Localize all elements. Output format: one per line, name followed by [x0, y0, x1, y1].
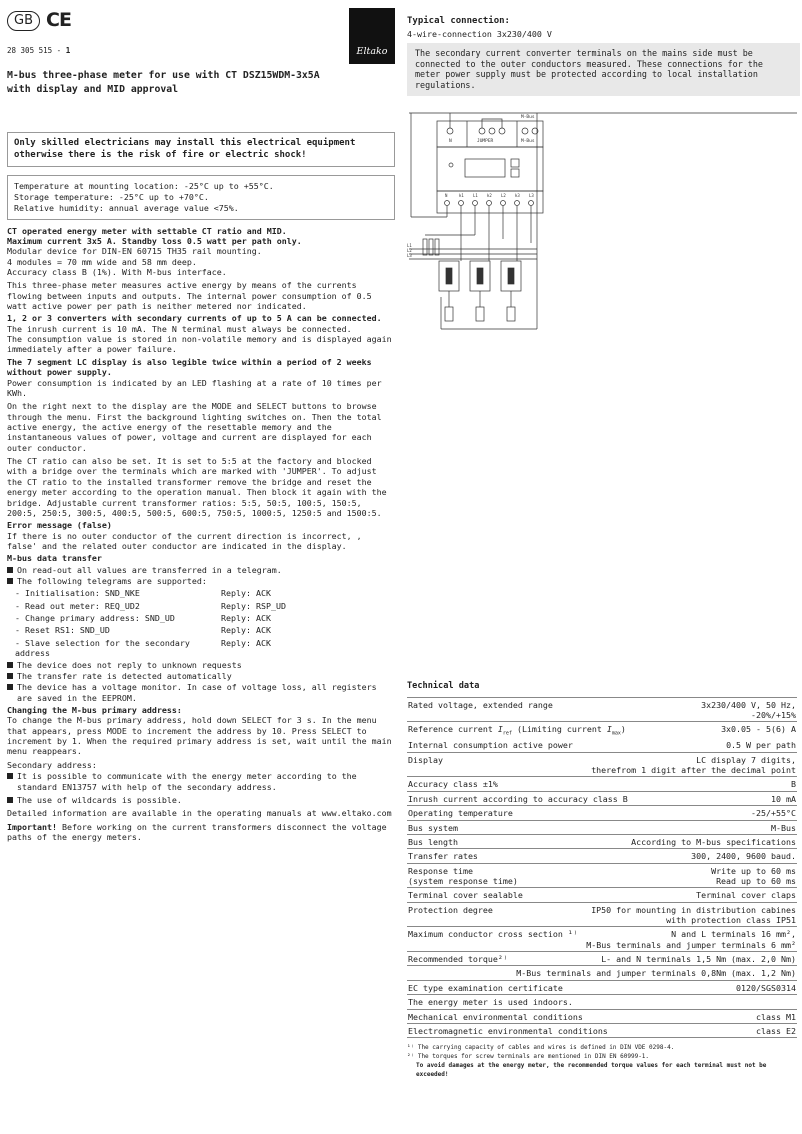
- telegram-row: - Read out meter: REQ_UD2 Reply: RSP_UD: [15, 600, 286, 611]
- telegram-row: - Change primary address: SND_UD Reply: ACK: [15, 613, 271, 624]
- table-row: [407, 792, 797, 806]
- bullet-icon: [7, 567, 13, 573]
- table-value-line: Read up to 60 ms: [716, 875, 796, 886]
- list-item: The transfer rate is detected automatically: [7, 671, 395, 681]
- table-row: [407, 697, 797, 723]
- terminal-n: [447, 128, 453, 134]
- bullet-icon: [7, 578, 13, 584]
- footnote-1: ¹⁾ The carrying capacity of cables and wires is defined in DIN VDE 0298-4.: [407, 1044, 675, 1052]
- table-cell-value: [601, 954, 796, 964]
- table-cell-label: Response time (system response time): [408, 865, 518, 886]
- bullet-icon: [7, 797, 13, 803]
- table-cell-label: Inrush current according to accuracy class B: [408, 793, 628, 804]
- table-cell-label: Recommended torque²⁾: [408, 954, 508, 965]
- list-item: The use of wildcards is possible.: [7, 795, 395, 805]
- label-n: N: [449, 139, 452, 145]
- table-cell-label: Terminal cover sealable: [408, 890, 523, 901]
- table-value-line: 10 mA: [771, 793, 796, 804]
- table-cell-value: [516, 968, 796, 978]
- technical-data: [407, 681, 797, 1079]
- table-value-line: class M1: [756, 1011, 796, 1022]
- table-cell-value: [591, 755, 796, 776]
- table-cell-value: [631, 837, 796, 847]
- technical-data-table: [407, 697, 797, 1039]
- table-cell-label: Bus length: [408, 836, 458, 847]
- load-1: [445, 307, 453, 321]
- ce-mark-icon: CE: [46, 9, 71, 32]
- table-row: [407, 864, 797, 889]
- table-cell-value: [756, 1026, 796, 1036]
- table-row: [407, 806, 797, 820]
- table-value-line: LC display 7 digits,: [696, 754, 796, 765]
- ct-core-1: [446, 268, 452, 284]
- table-value-line: N and L terminals 16 mm²,: [671, 929, 796, 940]
- terminal-label: N: [445, 193, 448, 199]
- table-value-line: -20%/+15%: [751, 710, 796, 721]
- table-cell-label: [408, 968, 414, 978]
- paragraph-detailed-info: Detailed information are available in the operating manuals at www.eltako.com: [7, 808, 392, 819]
- table-cell-label: Display: [408, 754, 443, 765]
- label-mbus: M-Bus: [521, 139, 535, 145]
- table-row: [407, 1010, 797, 1024]
- table-cell-value: [756, 1012, 796, 1022]
- ct-core-3: [508, 268, 514, 284]
- fuse: [429, 239, 433, 255]
- table-row: [407, 753, 797, 778]
- list-item: The following telegrams are supported:: [7, 576, 395, 586]
- led-indicator: [449, 163, 453, 167]
- table-cell-value: [771, 823, 796, 833]
- footnote-2: ²⁾ The torques for screw terminals are mentioned in DIN EN 60999-1.: [407, 1053, 650, 1061]
- terminal-label: k1: [459, 193, 464, 199]
- table-row: [407, 927, 797, 952]
- mode-button: [511, 159, 519, 167]
- paragraph-inrush: The inrush current is 10 mA. The N terminal must always be connected.: [7, 323, 352, 334]
- table-cell-value: [696, 890, 796, 900]
- label-l2: L2: [407, 248, 412, 254]
- heading-primary-address: Changing the M-bus primary address:: [7, 704, 182, 715]
- telegram-row: - Initialisation: SND_NKE Reply: ACK: [15, 588, 271, 599]
- table-cell-value: [771, 794, 796, 804]
- table-value-line: L- and N terminals 1,5 Nm (max. 2,0 Nm): [601, 954, 796, 965]
- table-cell-label: Maximum conductor cross section ¹⁾: [408, 929, 578, 940]
- meter-body: [437, 147, 543, 191]
- list-item: On read-out all values are transferred in a telegram.: [7, 565, 395, 575]
- table-row: [407, 966, 797, 980]
- table-row: [407, 821, 797, 835]
- table-cell-label: The energy meter is used indoors.: [408, 997, 573, 1008]
- table-cell-label: Protection degree: [408, 904, 493, 915]
- page-title: M-bus three-phase meter for use with CT DSZ15WDM-3x5A with display and MID approval: [7, 70, 320, 95]
- table-row: [407, 849, 797, 863]
- heading-mbus: M-bus data transfer: [7, 553, 102, 564]
- table-value-line: IP50 for mounting in distribution cabines: [591, 904, 796, 915]
- table-cell-label: EC type examination certificate: [408, 982, 563, 993]
- table-value-line: 3x230/400 V, 50 Hz,: [701, 699, 796, 710]
- telegram-row: - Slave selection for the secondary address Reply: ACK: [15, 637, 271, 659]
- paragraph-error: If there is no outer conductor of the current direction is incorrect, , false' and the related outer conductor are indicated in the display.: [7, 530, 362, 551]
- table-cell-value: [726, 740, 796, 750]
- table-cell-label: Transfer rates: [408, 851, 478, 862]
- heading-error: Error message (false): [7, 520, 112, 531]
- bullet-icon: [7, 673, 13, 679]
- technical-data-heading: Technical data: [407, 681, 480, 691]
- table-row: [407, 888, 797, 902]
- left-column: [7, 8, 395, 842]
- bullet-icon: [7, 662, 13, 668]
- table-row: [407, 777, 797, 791]
- connection-subtitle: 4-wire-connection 3x230/400 V: [407, 29, 552, 40]
- document-code: 28 305 515 - 1: [7, 46, 71, 55]
- table-cell-label: Rated voltage, extended range: [408, 699, 553, 710]
- table-value-line: B: [791, 779, 796, 790]
- table-cell-value: [736, 983, 796, 993]
- table-row: [407, 995, 797, 1009]
- bullet-icon: [7, 773, 13, 779]
- wiring-diagram: [407, 111, 799, 333]
- table-value-line: According to M-bus specifications: [631, 836, 796, 847]
- terminal-label: L2: [501, 193, 506, 199]
- table-cell-value: [791, 779, 796, 789]
- important-note: Important! Before working on the current transformers disconnect the voltage paths of the energy meters.: [7, 821, 387, 842]
- ct-core-2: [477, 268, 483, 284]
- paragraph-consumption: The consumption value is stored in non-volatile memory and is displayed again immediately after a power failure.: [7, 334, 392, 355]
- table-cell-value: [751, 808, 796, 818]
- connection-note: The secondary current converter terminals on the mains side must be connected to the outer conductors measured. These connections for the meter power supply must be protected according to local installation regulations.: [407, 43, 800, 97]
- label-mbus-top: M-Bus: [521, 115, 535, 121]
- heading-converters: 1, 2 or 3 converters with secondary currents of up to 5 A can be connected.: [7, 313, 382, 324]
- table-row: [407, 835, 797, 849]
- select-button: [511, 169, 519, 177]
- table-row: [407, 952, 797, 966]
- safety-warning: Only skilled electricians may install this electrical equipment otherwise there is the risk of fire or electric shock!: [7, 132, 395, 167]
- table-cell-label: Operating temperature: [408, 808, 513, 819]
- table-row: [407, 738, 797, 752]
- table-value-line: 0120/SGS0314: [736, 982, 796, 993]
- table-value-line: 300, 2400, 9600 baud.: [691, 851, 796, 862]
- load-2: [476, 307, 484, 321]
- table-value-line: M-Bus terminals and jumper terminals 6 mm²: [586, 939, 796, 950]
- paragraph-ct-ratio: The CT ratio can also be set. It is set to 5:5 at the factory and blocked with a bridge over the terminals which are marked with 'JUMPER'. To adjust the CT ratio to the installed transformer remove the bridge and reset the energy meter according to the operation manual. Then block it again with the bridge. Adjustable current transformer ratios: 5:5, 50:5, 100:5, 150:5, 200:5, 250:5, 300:5, 400:5, 500:5, 600:5, 750:5, 1000:5, 1250:5 and 1500:5.: [7, 456, 387, 518]
- table-row: [407, 722, 797, 738]
- table-cell-label: Reference current $I_{ref}$ (Limiting current $I_{max}$): [408, 724, 626, 738]
- list-item: The device has a voltage monitor. In case of voltage loss, all registers are saved in the EEPROM.: [7, 682, 395, 703]
- fuse: [423, 239, 427, 255]
- environment-conditions: Temperature at mounting location: -25°C up to +55°C. Storage temperature: -25°C up to +70°C. Relative humidity: annual average value <75%.: [7, 175, 395, 219]
- table-cell-label: Accuracy class ±1%: [408, 779, 498, 790]
- telegram-row: - Reset RS1: SND_UD Reply: ACK: [15, 625, 271, 636]
- table-value-line: M-Bus terminals and jumper terminals 0,8Nm (max. 1,2 Nm): [516, 968, 796, 979]
- table-value-line: 3x0.05 - 5(6) A: [721, 724, 796, 735]
- secondary-address-label: Secondary address:: [7, 759, 97, 770]
- table-cell-value: [711, 866, 796, 887]
- table-value-line: Terminal cover claps: [696, 890, 796, 901]
- table-cell-value: [586, 929, 796, 950]
- terminal-label: L1: [473, 193, 478, 199]
- table-value-line: class E2: [756, 1025, 796, 1036]
- list-item: It is possible to communicate with the energy meter according to the standard EN13757 with help of the secondary address.: [7, 771, 395, 792]
- eltako-logo: Eltako: [349, 8, 395, 64]
- table-cell-value: [591, 905, 796, 926]
- right-column: [407, 16, 797, 336]
- bullet-icon: [7, 684, 13, 690]
- terminal-label: L3: [529, 193, 534, 199]
- table-value-line: 0.5 W per path: [726, 740, 796, 751]
- heading-display: The 7 segment LC display is also legible twice within a period of 2 weeks without power supply.: [7, 356, 372, 378]
- footnote-warning: To avoid damages at the energy meter, the recommended torque values for each terminal must not be exceeded!: [416, 1062, 767, 1078]
- country-badge: GB: [7, 11, 40, 31]
- table-cell-label: Electromagnetic environmental conditions: [408, 1025, 608, 1036]
- table-row: [407, 903, 797, 928]
- paragraph-buttons: On the right next to the display are the MODE and SELECT buttons to browse through the menu. First the background lighting switches on. Then the total active energy, the active energy of the resettable memory and the instantaneous values of power, voltage and current are displayed for each outer conductor.: [7, 401, 382, 453]
- table-value-line: M-Bus: [771, 822, 796, 833]
- table-value-line: therefrom 1 digit after the decimal point: [591, 765, 796, 776]
- paragraph-primary-address: To change the M-bus primary address, hold down SELECT for 3 s. In the menu that appears, press MODE to increment the address by 10. Press SELECT to increment by 1. When the required primary address is set, wait until the main menu reappears.: [7, 715, 392, 757]
- table-cell-label: Mechanical environmental conditions: [408, 1011, 583, 1022]
- table-value-line: with protection class IP51: [666, 915, 796, 926]
- table-cell-value: [701, 700, 796, 721]
- terminal-label: k3: [515, 193, 520, 199]
- table-cell-label: Internal consumption active power: [408, 740, 573, 751]
- table-row: [407, 981, 797, 995]
- paragraph-active-energy: This three-phase meter measures active energy by means of the currents flowing between inputs and outputs. The internal power consumption of 0.5 watt active power per path is neither metered nor indicated.: [7, 280, 372, 312]
- jumper-bridge: [482, 119, 502, 128]
- list-item: The device does not reply to unknown requests: [7, 660, 395, 670]
- table-cell-value: [721, 724, 796, 737]
- header: [7, 8, 395, 34]
- table-row: [407, 1024, 797, 1038]
- intro: CT operated energy meter with settable CT ratio and MID. Maximum current 3x5 A. Standby loss 0.5 watt per path only. Modular device for DIN-EN 60715 TH35 rail mounting. 4 modules = 70 mm wide and 58 mm deep. Accuracy class B (1%). With M-bus interface.: [7, 225, 302, 277]
- table-cell-value: [691, 851, 796, 861]
- table-value-line: -25/+55°C: [751, 808, 796, 819]
- terminal-label: k2: [487, 193, 492, 199]
- label-l3: L3: [407, 253, 412, 259]
- load-3: [507, 307, 515, 321]
- table-cell-label: Bus system: [408, 822, 458, 833]
- paragraph-led: Power consumption is indicated by an LED flashing at a rate of 10 times per KWh.: [7, 377, 382, 398]
- label-l1: L1: [407, 243, 412, 249]
- connection-heading: Typical connection:: [407, 16, 510, 26]
- lcd-display: [465, 159, 505, 177]
- table-value-line: Write up to 60 ms: [711, 865, 796, 876]
- label-jumper: JUMPER: [477, 139, 494, 145]
- fuse: [435, 239, 439, 255]
